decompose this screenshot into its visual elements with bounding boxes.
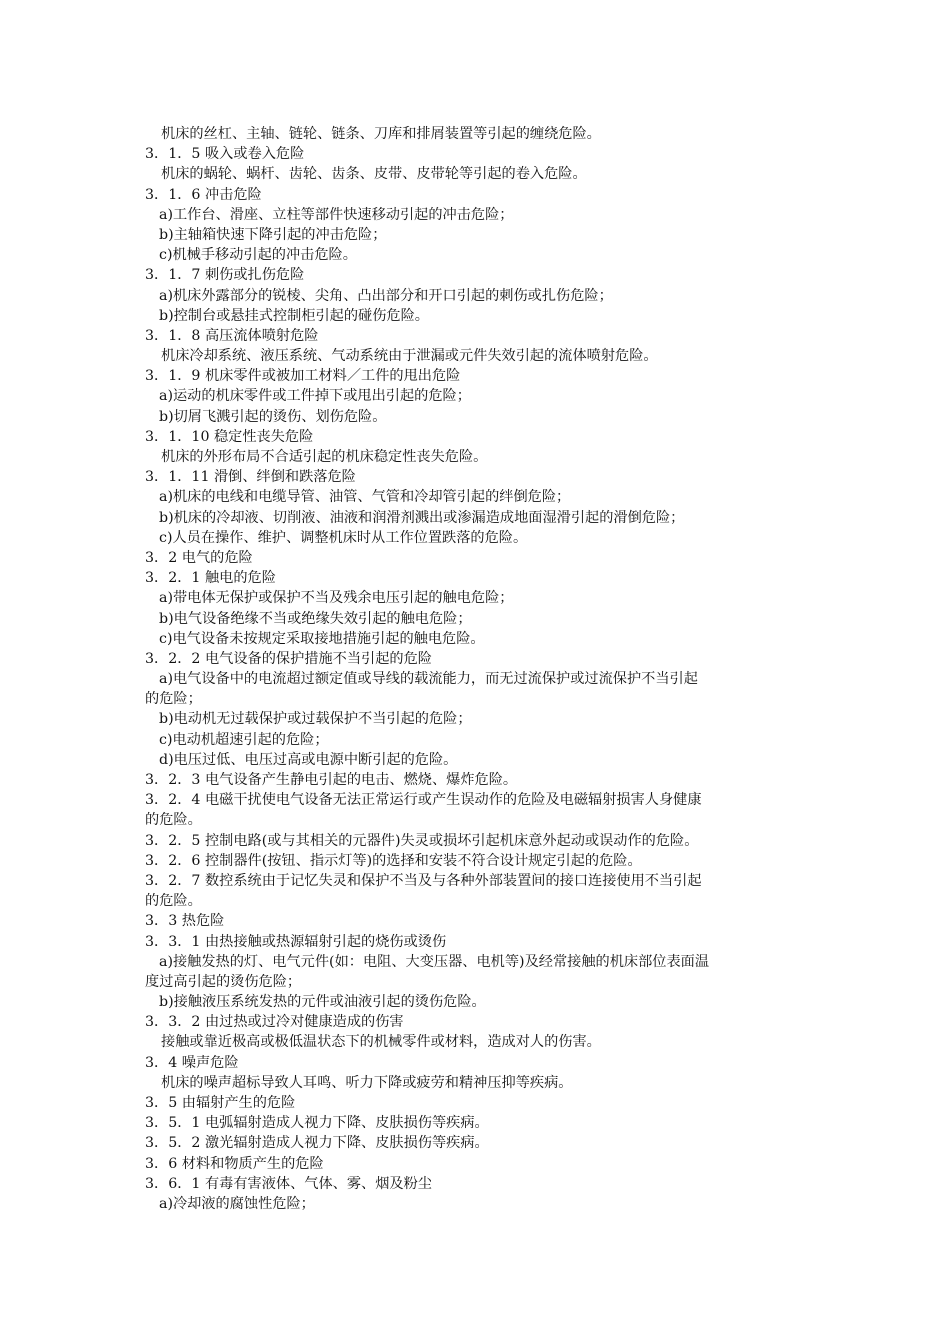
text-line: 3．3 热危险 — [145, 913, 225, 930]
text-line: b)机床的冷却液、切削液、油液和润滑剂溅出或渗漏造成地面湿滑引起的滑倒危险； — [159, 509, 685, 526]
text-line: b)接触液压系统发热的元件或油液引起的烫伤危险。 — [159, 994, 486, 1011]
text-line: 3．2．6 控制器件(按钮、指示灯等)的选择和安装不符合设计规定引起的危险。 — [145, 852, 642, 869]
text-line: 3．1．7 刺伤或扎伤危险 — [145, 267, 305, 284]
text-line: b)电动机无过载保护或过载保护不当引起的危险； — [159, 711, 472, 728]
text-line: 3．1．6 冲击危险 — [145, 186, 262, 203]
text-line: c)电气设备未按规定采取接地措施引起的触电危险。 — [159, 630, 485, 647]
text-line: 接触或靠近极高或极低温状态下的机械零件或材料，造成对人的伤害。 — [161, 1034, 601, 1051]
text-line: 的危险； — [145, 691, 202, 708]
text-line: a)电气设备中的电流超过额定值或导线的载流能力，而无过流保护或过流保护不当引起 — [159, 671, 698, 688]
text-line: 的危险。 — [145, 893, 202, 910]
text-line: a)机床外露部分的锐棱、尖角、凸出部分和开口引起的刺伤或扎伤危险； — [159, 287, 613, 304]
text-line: 3．1．5 吸入或卷入危险 — [145, 146, 305, 163]
text-line: c)机械手移动引起的冲击危险。 — [159, 247, 357, 264]
text-line: 3．1．11 滑倒、绊倒和跌落危险 — [145, 469, 356, 486]
text-line: 3．1．10 稳定性丧失危险 — [145, 428, 314, 445]
text-line: a)接触发热的灯、电气元件(如：电阻、大变压器、电机等)及经常接触的机床部位表面温 — [159, 953, 710, 970]
text-line: 3．3．1 由热接触或热源辐射引起的烧伤或烫伤 — [145, 933, 447, 950]
text-line: 的危险。 — [145, 812, 202, 829]
text-line: a)冷却液的腐蚀性危险； — [159, 1195, 315, 1212]
text-line: c)人员在操作、维护、调整机床时从工作位置跌落的危险。 — [159, 529, 528, 546]
text-line: a)机床的电线和电缆导管、油管、气管和冷却管引起的绊倒危险； — [159, 489, 571, 506]
text-line: 3．2．5 控制电路(或与其相关的元器件)失灵或损坏引起机床意外起动或误动作的危险。 — [145, 832, 699, 849]
text-line: 3．4 噪声危险 — [145, 1054, 239, 1071]
text-line: 3．5．1 电弧辐射造成人视力下降、皮肤损伤等疾病。 — [145, 1115, 489, 1132]
text-line: 3．2．1 触电的危险 — [145, 570, 276, 587]
text-line: 机床的外形布局不合适引起的机床稳定性丧失危险。 — [161, 449, 488, 465]
text-line: 机床的蜗轮、蜗杆、齿轮、齿条、皮带、皮带轮等引起的卷入危险。 — [161, 166, 587, 183]
text-line: 3．5 由辐射产生的危险 — [145, 1095, 296, 1111]
text-line: b)电气设备绝缘不当或绝缘失效引起的触电危险； — [159, 610, 472, 627]
text-line: a)运动的机床零件或工件掉下或甩出引起的危险； — [159, 388, 471, 405]
text-line: b)主轴箱快速下降引起的冲击危险； — [159, 226, 387, 243]
text-line: c)电动机超速引起的危险； — [159, 731, 329, 748]
text-line: 3．5．2 激光辐射造成人视力下降、皮肤损伤等疾病。 — [145, 1135, 489, 1152]
text-line: 3．3．2 由过热或过冷对健康造成的伤害 — [145, 1014, 404, 1031]
text-line: 机床冷却系统、液压系统、气动系统由于泄漏或元件失效引起的流体喷射危险。 — [161, 348, 658, 365]
text-line: 3．1．8 高压流体喷射危险 — [145, 327, 319, 344]
text-line: 度过高引起的烫伤危险； — [145, 973, 302, 990]
text-line: 3．6．1 有毒有害液体、气体、雾、烟及粉尘 — [145, 1175, 432, 1192]
text-line: d)电压过低、电压过高或电源中断引起的危险。 — [159, 751, 458, 768]
text-line: 3．2．7 数控系统由于记忆失灵和保护不当及与各种外部装置间的接口连接使用不当引起 — [145, 872, 702, 889]
text-line: a)工作台、滑座、立柱等部件快速移动引起的冲击危险； — [159, 206, 514, 223]
text-line: 机床的噪声超标导致人耳鸣、听力下降或疲劳和精神压抑等疾病。 — [161, 1074, 573, 1091]
text-line: 3．2．3 电气设备产生静电引起的电击、燃烧、爆炸危险。 — [145, 772, 518, 788]
text-line: 3．1．9 机床零件或被加工材料／工件的甩出危险 — [145, 368, 461, 385]
text-line: 机床的丝杠、主轴、链轮、链条、刀库和排屑装置等引起的缠绕危险。 — [161, 126, 601, 142]
text-line: b)切屑飞溅引起的烫伤、划伤危险。 — [159, 408, 387, 425]
text-line: b)控制台或悬挂式控制柜引起的碰伤危险。 — [159, 307, 429, 324]
text-line: 3．2．4 电磁干扰使电气设备无法正常运行或产生误动作的危险及电磁辐射损害人身健康 — [145, 792, 702, 809]
text-line: 3．2 电气的危险 — [145, 549, 253, 566]
text-line: 3．2．2 电气设备的保护措施不当引起的危险 — [145, 650, 432, 667]
text-line: 3．6 材料和物质产生的危险 — [145, 1155, 324, 1172]
text-line: a)带电体无保护或保护不当及残余电压引起的触电危险； — [159, 590, 514, 607]
document-page — [145, 124, 810, 1214]
